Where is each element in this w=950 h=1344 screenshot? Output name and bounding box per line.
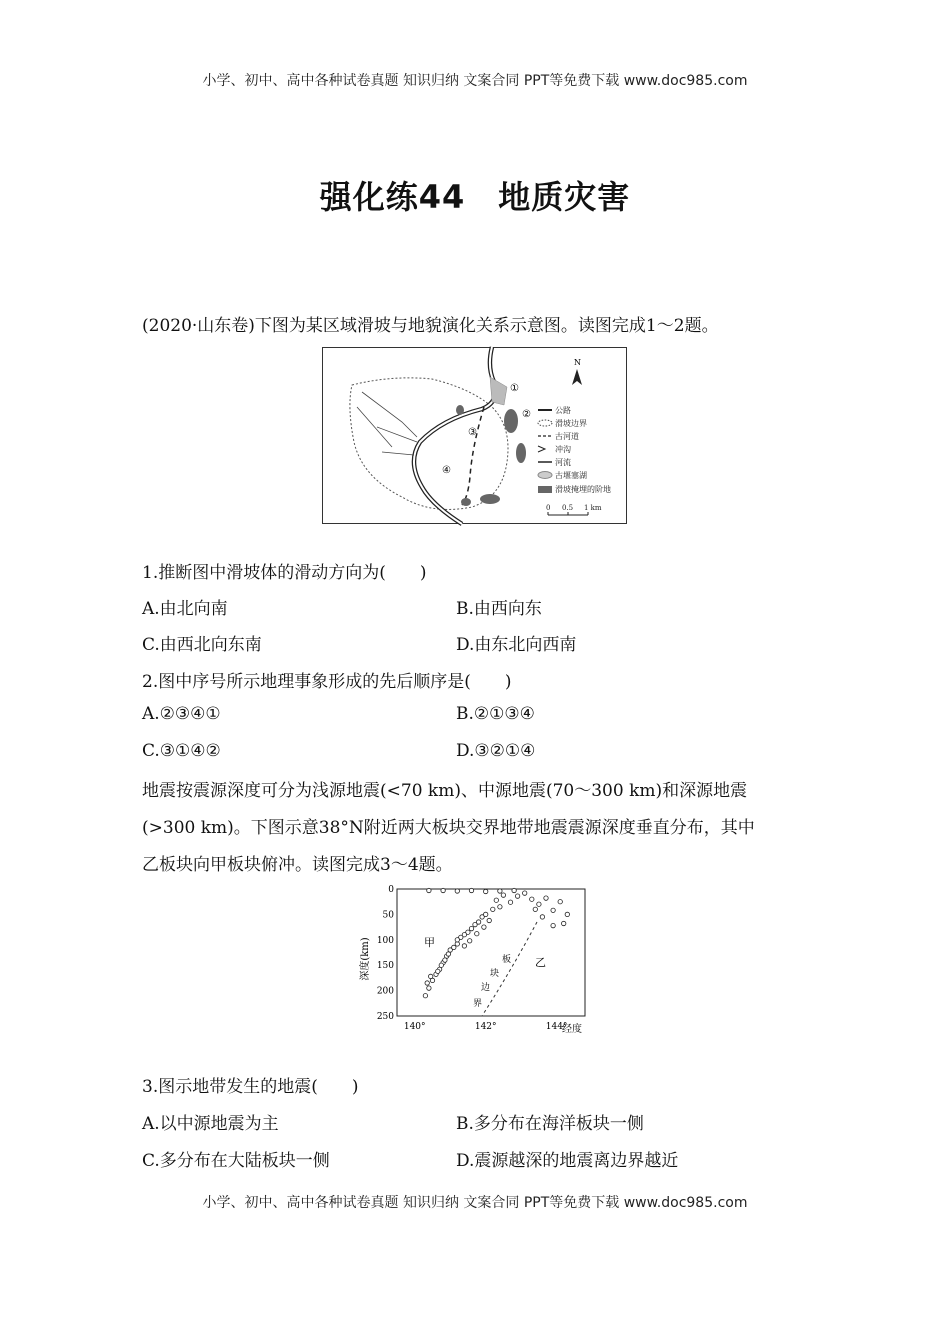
earthquake-point [436, 969, 440, 973]
earthquake-point [551, 908, 555, 912]
plate-jia-label: 甲 [424, 936, 435, 949]
boundary-char-1: 板 [502, 955, 512, 965]
scale-0: 0 [546, 504, 551, 512]
question-1-stem: 1.推断图中滑坡体的滑动方向为( ) [142, 563, 427, 583]
q2-option-c: C.③①④② [142, 741, 221, 761]
earthquake-point [441, 888, 445, 892]
q1-option-b: B.由西向东 [456, 599, 542, 619]
earthquake-point [515, 894, 519, 898]
page-footer: 小学、初中、高中各种试卷真题 知识归纳 文案合同 PPT等免费下载 www.doc985.com [202, 1195, 748, 1211]
earthquake-point [427, 888, 431, 892]
earthquake-point [427, 986, 431, 990]
intro-1: (2020·山东卷)下图为某区域滑坡与地貌演化关系示意图。读图完成1～2题。 [142, 316, 719, 336]
legend-terrace: 滑坡掩埋的阶地 [555, 485, 611, 494]
q2-option-d: D.③②①④ [456, 741, 536, 761]
earthquake-point [443, 958, 447, 962]
earthquake-depth-chart [362, 884, 592, 1036]
landslide-map [322, 347, 627, 524]
legend-road: 公路 [555, 406, 571, 415]
earthquake-point [498, 889, 502, 893]
y-tick-label: 150 [376, 961, 394, 972]
legend-lake: 古堰塞湖 [555, 471, 587, 480]
earthquake-point [523, 891, 527, 895]
q3-option-a: A.以中源地震为主 [142, 1114, 279, 1134]
legend-old-channel: 古河道 [555, 432, 579, 441]
earthquake-point [537, 902, 541, 906]
earthquake-point [425, 981, 429, 985]
earthquake-point [482, 925, 486, 929]
q1-option-a: A.由北向南 [142, 599, 228, 619]
north-label: N [574, 358, 581, 367]
earthquake-point [494, 898, 498, 902]
q3-option-d: D.震源越深的地震离边界越近 [456, 1151, 679, 1171]
earthquake-point [558, 900, 562, 904]
page-title: 强化练44 地质灾害 [319, 178, 631, 216]
map-label-3: ③ [468, 427, 477, 438]
earthquake-point [565, 912, 569, 916]
y-tick-label: 250 [376, 1012, 394, 1022]
earthquake-point [544, 896, 548, 900]
earthquake-point [455, 889, 459, 893]
question-3-stem: 3.图示地带发生的地震( ) [142, 1077, 359, 1097]
map-label-4: ④ [442, 465, 451, 476]
earthquake-point [468, 939, 472, 943]
scale-1km: 1 km [584, 504, 602, 512]
y-tick-label: 50 [382, 910, 394, 921]
y-tick-label: 200 [376, 986, 394, 997]
earthquake-point [484, 912, 488, 916]
plate-yi-label: 乙 [535, 956, 546, 969]
earthquake-point [476, 920, 480, 924]
q2-option-b: B.②①③④ [456, 704, 535, 724]
map-label-2: ② [522, 409, 531, 420]
q2-option-a: A.②③④① [142, 704, 221, 724]
earthquake-point [562, 921, 566, 925]
x-tick-label: 140° [403, 1022, 426, 1032]
earthquake-point [512, 888, 516, 892]
earthquake-point [498, 905, 502, 909]
q3-option-b: B.多分布在海洋板块一侧 [456, 1114, 644, 1134]
y-tick-label: 0 [388, 885, 394, 895]
boundary-char-3: 边 [481, 983, 491, 993]
scale-half: 0.5 [562, 504, 574, 512]
earthquake-point [484, 889, 488, 893]
earthquake-point [551, 923, 555, 927]
earthquake-point [540, 915, 544, 919]
x-tick-label: 142° [474, 1022, 497, 1032]
intro-2-line-3: 乙板块向甲板块俯冲。读图完成3～4题。 [142, 855, 453, 875]
earthquake-point [446, 952, 450, 956]
q3-option-c: C.多分布在大陆板块一侧 [142, 1151, 330, 1171]
q1-option-c: C.由西北向东南 [142, 635, 262, 655]
x-axis-label: 经度 [562, 1024, 582, 1035]
earthquake-point [455, 938, 459, 942]
x-tick-label: 144° [545, 1022, 568, 1032]
earthquake-point [501, 893, 505, 897]
legend-river: 河流 [555, 458, 571, 467]
earthquake-point [462, 944, 466, 948]
earthquake-point [530, 897, 534, 901]
earthquake-point [452, 945, 456, 949]
earthquake-points [423, 888, 569, 998]
earthquake-point [462, 933, 466, 937]
earthquake-point [439, 963, 443, 967]
question-2-stem: 2.图中序号所示地理事象形成的先后顺序是( ) [142, 672, 512, 692]
boundary-char-4: 界 [473, 999, 483, 1009]
map-label-1: ① [510, 383, 519, 394]
earthquake-point [508, 900, 512, 904]
legend-boundary: 滑坡边界 [555, 419, 587, 428]
y-axis-label: 深度(km) [360, 937, 371, 981]
y-tick-label: 100 [376, 935, 394, 946]
earthquake-point [487, 918, 491, 922]
earthquake-point [469, 888, 473, 892]
earthquake-point [429, 974, 433, 978]
intro-2-line-1: 地震按震源深度可分为浅源地震(<70 km)、中源地震(70～300 km)和深源地震 [142, 781, 748, 801]
earthquake-point [469, 926, 473, 930]
legend-gully: 冲沟 [555, 445, 571, 454]
boundary-char-2: 块 [490, 969, 500, 979]
earthquake-point [475, 932, 479, 936]
earthquake-point [423, 994, 427, 998]
q1-option-d: D.由东北向西南 [456, 635, 577, 655]
page-header: 小学、初中、高中各种试卷真题 知识归纳 文案合同 PPT等免费下载 www.doc985.com [202, 73, 748, 89]
earthquake-point [491, 907, 495, 911]
intro-2-line-2: (>300 km)。下图示意38°N附近两大板块交界地带地震震源深度垂直分布，其中 [142, 818, 755, 838]
earthquake-point [533, 907, 537, 911]
